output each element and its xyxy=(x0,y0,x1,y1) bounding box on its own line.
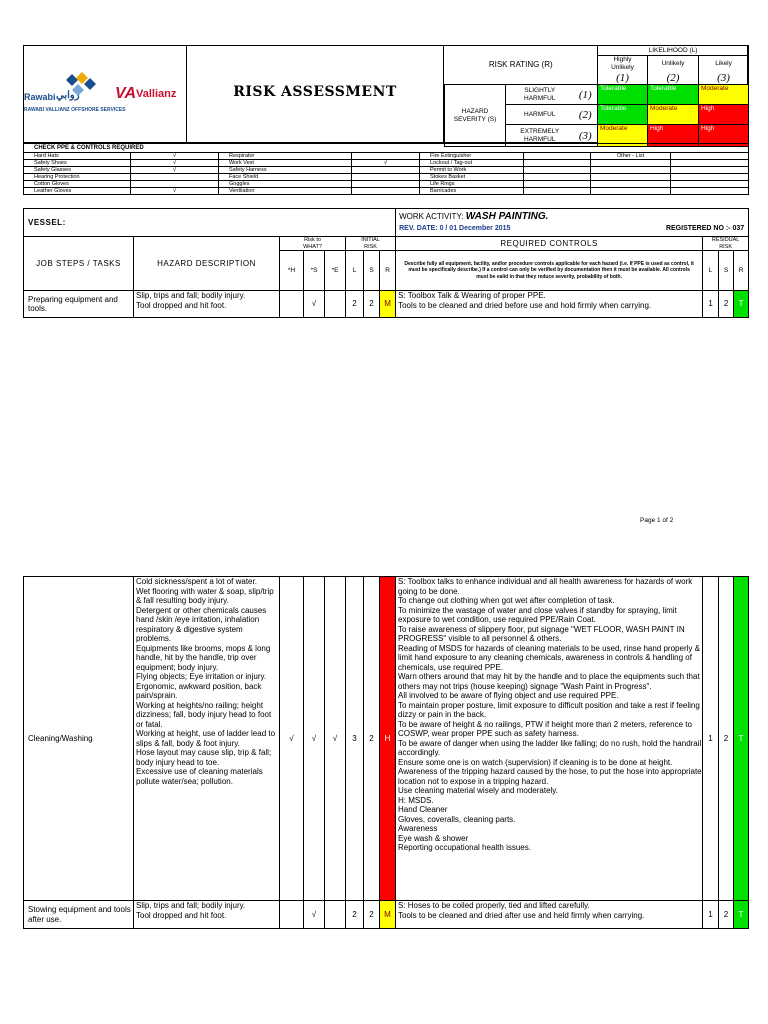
row-num-2: (2) xyxy=(574,105,598,125)
col-num-3: (3) xyxy=(699,72,749,85)
initial-l: 3 xyxy=(346,577,364,901)
ppe-check: √ xyxy=(131,188,219,195)
table-row xyxy=(24,901,749,929)
ppe-item-other xyxy=(591,181,671,188)
registered-no: REGISTERED NO :- 037 xyxy=(665,224,745,232)
ppe-check xyxy=(131,181,219,188)
ppe-check xyxy=(524,188,591,195)
likelihood-label: LIKELIHOOD (L) xyxy=(598,46,749,56)
risk-table-page2 xyxy=(23,576,749,929)
col-header-e: *E xyxy=(325,251,346,291)
table-row xyxy=(24,577,749,901)
residual-l: 1 xyxy=(703,901,719,929)
hazard-description: Cold sickness/spent a lot of water. Wet flooring with water & soap, slip/trip & fall resulting body injury. Detergent or other chemicals causes hand /skin /eye irritation, inhalation respiratory & digestive system problems. Equipments like brooms, mops & long handle, hit by the handle, trip over equipment; body injury. Flying objects; Eye irritation or injury. Ergonomic, awkward position, back pain/sprain. Working at heights/no railing; height dizziness; fall, body injury head to foot or fatal. Working at height, use of ladder lead to slips & fall, body & foot injury. Hose layout may cause slip, trip & fall; body injury head to toe. Excessive use of cleaning materials pollute water/sea; pollution. xyxy=(134,577,280,901)
rawabi-logo-text: Rawabi xyxy=(24,92,56,102)
ppe-check xyxy=(524,160,591,167)
work-activity-cell xyxy=(396,209,749,237)
row-label-slightly-harmful: SLIGHTLY HARMFUL xyxy=(506,85,574,105)
company-name: RAWABI VALLIANZ OFFSHORE SERVICES xyxy=(24,107,126,113)
vallianz-logo-text: Vallianz xyxy=(136,88,177,100)
ppe-check xyxy=(524,153,591,160)
col-header-res-s: S xyxy=(719,251,734,291)
residual-s: 2 xyxy=(719,291,734,318)
risk-rating-label: RISK RATING (R) xyxy=(488,60,553,69)
table-row xyxy=(24,291,749,318)
col-header-l: L xyxy=(346,251,364,291)
ppe-check xyxy=(131,174,219,181)
ppe-item: Respirator xyxy=(219,153,352,160)
job-step: Stowing equipment and tools after use. xyxy=(24,901,134,929)
controls-description: Describe fully all equipment, facility, and/or procedure controls applicable for each hazard (i.e. If PPE is used as control, it must be specifically describe.) If a control can only be verified by documentation then it must be available. All controls must be valid in that they reduce severity, probability of both. xyxy=(396,251,703,291)
initial-s: 2 xyxy=(364,577,380,901)
cell-3-1: Moderate xyxy=(598,125,648,147)
ppe-item: Safety Glasses xyxy=(24,167,131,174)
col-header-h: *H xyxy=(280,251,304,291)
col-header-res-r: R xyxy=(734,251,749,291)
severity-label: HAZARD SEVERITY (S) xyxy=(445,85,506,147)
ppe-item-other xyxy=(591,174,671,181)
cell-3-2: High xyxy=(648,125,699,147)
residual-r: T xyxy=(734,901,749,929)
initial-r: M xyxy=(380,901,396,929)
risk-h xyxy=(280,291,304,318)
residual-s: 2 xyxy=(719,901,734,929)
cell-1-3: Moderate xyxy=(699,85,749,105)
ppe-item: Hard Hats xyxy=(24,153,131,160)
required-controls: S: Toolbox Talk & Wearing of proper PPE. Tools to be cleaned and dried before use and hold firmly when carrying. xyxy=(396,291,703,318)
col-header-required-controls: REQUIRED CONTROLS xyxy=(396,237,703,251)
col-header-hazard: HAZARD DESCRIPTION xyxy=(134,237,280,291)
ppe-item: Safety Shoes xyxy=(24,160,131,167)
page-title: RISK ASSESSMENT xyxy=(233,84,397,100)
residual-l: 1 xyxy=(703,577,719,901)
risk-e: √ xyxy=(325,577,346,901)
hazard-description: Slip, trips and fall; bodily injury. Tool dropped and hit foot. xyxy=(134,291,280,318)
initial-l: 2 xyxy=(346,291,364,318)
col-header-r: R xyxy=(380,251,396,291)
ppe-check xyxy=(671,174,749,181)
risk-h xyxy=(280,901,304,929)
cell-2-2: Moderate xyxy=(648,105,699,125)
col-label-likely: Likely xyxy=(699,56,749,73)
ppe-check xyxy=(671,167,749,174)
row-num-3: (3) xyxy=(574,125,598,147)
col-header-res-l: L xyxy=(703,251,719,291)
risk-s: √ xyxy=(304,577,325,901)
ppe-check xyxy=(352,188,420,195)
ppe-check xyxy=(671,181,749,188)
ppe-check xyxy=(524,174,591,181)
ppe-check xyxy=(671,160,749,167)
vessel-label: VESSEL: xyxy=(24,209,396,237)
col-label-unlikely: Unlikely xyxy=(648,56,699,73)
ppe-check xyxy=(352,167,420,174)
row-label-extremely-harmful: EXTREMELY HARMFUL xyxy=(506,125,574,147)
row-num-1: (1) xyxy=(574,85,598,105)
ppe-item: Ventilation xyxy=(219,188,352,195)
initial-s: 2 xyxy=(364,901,380,929)
ppe-check: √ xyxy=(352,160,420,167)
ppe-item: Safety Harness xyxy=(219,167,352,174)
row-label-harmful: HARMFUL xyxy=(506,105,574,125)
ppe-check xyxy=(671,188,749,195)
cell-1-2: Tolerable xyxy=(648,85,699,105)
ppe-item-other xyxy=(591,188,671,195)
ppe-item-other xyxy=(591,167,671,174)
ppe-item: Life Rings xyxy=(420,181,524,188)
col-num-1: (1) xyxy=(598,72,648,85)
risk-e xyxy=(325,291,346,318)
col-label-highly-unlikely: Highly Unlikely xyxy=(598,56,648,73)
ppe-item-other xyxy=(591,160,671,167)
required-controls: S: Hoses to be coiled properly, tied and lifted carefully. Tools to be cleaned and dried after use and held firmly when carrying. xyxy=(396,901,703,929)
risk-h: √ xyxy=(280,577,304,901)
residual-r: T xyxy=(734,291,749,318)
ppe-item: Barricades xyxy=(420,188,524,195)
initial-r: H xyxy=(380,577,396,901)
risk-s: √ xyxy=(304,291,325,318)
ppe-item: Hearing Protection xyxy=(24,174,131,181)
ppe-check xyxy=(524,181,591,188)
ppe-item: Cotton Gloves xyxy=(24,181,131,188)
residual-l: 1 xyxy=(703,291,719,318)
rev-date-label: REV. DATE: xyxy=(399,224,438,232)
cell-2-3: High xyxy=(699,105,749,125)
col-header-s: *S xyxy=(304,251,325,291)
ppe-item: Stokes Basket xyxy=(420,174,524,181)
cell-3-3: High xyxy=(699,125,749,147)
job-step: Cleaning/Washing xyxy=(24,577,134,901)
vallianz-va-mark: VA xyxy=(115,85,137,102)
col-header-job-steps: JOB STEPS / TASKS xyxy=(24,237,134,291)
risk-table-page1 xyxy=(23,208,749,318)
ppe-item: Goggles xyxy=(219,181,352,188)
risk-matrix xyxy=(444,45,749,147)
ppe-check xyxy=(352,181,420,188)
residual-r: T xyxy=(734,577,749,901)
ppe-table xyxy=(23,143,749,195)
cell-2-1: Tolerable xyxy=(598,105,648,125)
col-num-2: (2) xyxy=(648,72,699,85)
ppe-item: Fire Extinguisher xyxy=(420,153,524,160)
ppe-check xyxy=(352,153,420,160)
ppe-title: CHECK PPE & CONTROLS REQUIRED xyxy=(24,144,749,153)
required-controls: S: Toolbox talks to enhance individual and all health awareness for hazards of work going to be done. To change out clothing when got wet after completion of task. To minimize the wastage of water and close valves if standby for spraying, limit exposure to wet condition, use required PPE/Rain Coat. To raise awareness of slippery floor, put signage "WET FLOOR, WASH PAINT IN PROGRESS" visible to all personnel & others. Reading of MSDS for hazards of cleaning materials to be used, rinse hand properly & limit hand exposure to any cleaning chemicals, awareness in controls & handling of chemicals, use required PPE. Warn others around that may hit by the handle and to place the equipments such that others may not trips (house keeping) signage "Wash Paint in Progress". All involved to be aware of flying object and use required PPE. To maintain proper posture, limit exposure to difficult position and take a rest if feeling dizzy or pain in the back. To be aware of height & no railings, PTW if height more than 2 meters, reference to COSWP, wear proper PPE such as safety harness. To be aware of danger when using the ladder like falling; do no rush, hold the handrail accordingly. Ensure some one is on watch (supervision) if cleaning is to be done at height. Awareness of the tripping hazard caused by the hose, to put the hose into appropriate location not to expose in a tripping hazard. Use cleaning material wisely and moderately. H: MSDS. Hand Cleaner Gloves, coveralls, cleaning parts. Awareness Eye wash & shower Reporting occupational health issues. xyxy=(396,577,703,901)
ppe-check: √ xyxy=(131,160,219,167)
ppe-item: Face Shield xyxy=(219,174,352,181)
work-activity-value: WASH PAINTING. xyxy=(465,210,549,222)
col-header-residual-risk: RESIDUAL RISK xyxy=(703,237,749,251)
ppe-item-other: Other - List xyxy=(591,153,671,160)
work-activity-label: WORK ACTIVITY: xyxy=(399,211,464,221)
company-logo xyxy=(24,68,186,120)
rawabi-logo-arabic: روابي xyxy=(56,90,80,101)
ppe-item: Permit to Work xyxy=(420,167,524,174)
ppe-check xyxy=(524,167,591,174)
hazard-description: Slip, trips and fall; bodily injury. Tool dropped and hit foot. xyxy=(134,901,280,929)
ppe-check xyxy=(352,174,420,181)
job-step: Preparing equipment and tools. xyxy=(24,291,134,318)
initial-s: 2 xyxy=(364,291,380,318)
page-number: Page 1 of 2 xyxy=(640,517,674,524)
col-header-risk-to: Risk to WHAT? xyxy=(280,237,346,251)
ppe-check: √ xyxy=(131,153,219,160)
ppe-check: √ xyxy=(131,167,219,174)
risk-s: √ xyxy=(304,901,325,929)
initial-r: M xyxy=(380,291,396,318)
cell-1-1: Tolerable xyxy=(598,85,648,105)
col-header-initial-risk: INITIAL RISK xyxy=(346,237,396,251)
rev-date-value: 0 / 01 December 2015 xyxy=(439,224,511,232)
residual-s: 2 xyxy=(719,577,734,901)
initial-l: 2 xyxy=(346,901,364,929)
ppe-check xyxy=(671,153,749,160)
col-header-sev: S xyxy=(364,251,380,291)
ppe-item: Leather Gloves xyxy=(24,188,131,195)
ppe-item: Work Vest xyxy=(219,160,352,167)
ppe-item: Lockout / Tag-out xyxy=(420,160,524,167)
risk-e xyxy=(325,901,346,929)
